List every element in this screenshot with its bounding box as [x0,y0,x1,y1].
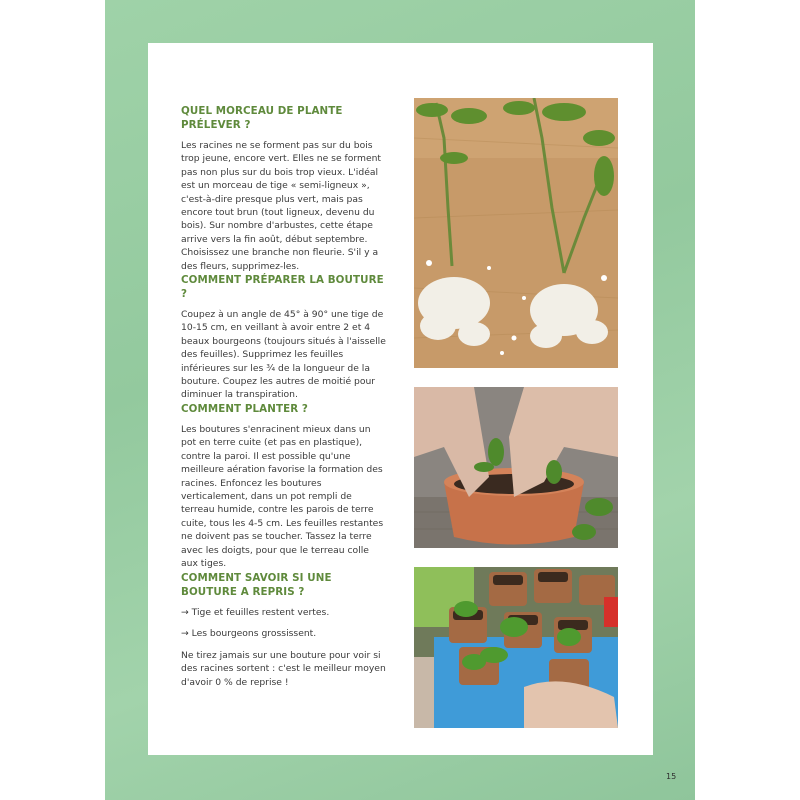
section-heading: QUEL MORCEAU DE PLANTE PRÉLEVER ? [181,105,343,131]
section-heading: COMMENT PLANTER ? [181,403,309,415]
section-reprise [181,571,387,689]
page-number: 15 [666,772,677,781]
section-paragraph: Ne tirez jamais sur une bouture pour voir si des racines sortent : c'est le meilleur moyen d'avoir 0 % de reprise ! [181,649,386,688]
section-paragraph: Coupez à un angle de 45° à 90° une tige de 10-15 cm, en veillant à avoir entre 2 et 4 beaux bourgeons (toujours situés à l'aisselle des feuilles). Supprimez les feuilles inférieures sur les ¾ de la longueur de la bouture. Coupez les autres de moitié pour diminuer la transpiration. [181,309,386,401]
section-prelever [181,104,387,273]
photo-seedlings-pots [414,567,618,728]
photo-planting-pot [414,387,618,548]
bullet-item: → Tige et feuilles restent vertes. [181,607,330,618]
section-heading: COMMENT PRÉPARER LA BOUTURE ? [181,274,384,300]
section-paragraph: Les racines ne se forment pas sur du bois trop jeune, encore vert. Elles ne se forment pas non plus sur du bois trop vieux. L'idéal est un morceau de tige « semi-ligneux », c'est-à-dire presque plus vert, mais pas encore tout brun (tout ligneux, devenu du bois). Sur nombre d'arbustes, cette étape arrive vers la fin août, début septembre. Choisissez une branche non fleurie. S'il y a des fleurs, supprimez-les. [181,140,382,272]
section-preparer [181,273,387,402]
section-paragraph: Les boutures s'enracinent mieux dans un pot en terre cuite (et pas en plastique), contre la paroi. Il est possible qu'une meilleure aération favorise la formation des racines. Enfoncez les boutures verticalement, dans un pot rempli de terreau humide, contre les parois de terre cuite, tous les 4-5 cm. Les feuilles restantes ne doivent pas se toucher. Tassez la terre avec les doigts, pour que le terreau colle aux tiges. [181,424,384,570]
section-planter [181,402,387,570]
bullet-item: → Les bourgeons grossissent. [181,628,317,640]
section-heading: COMMENT SAVOIR SI UNE BOUTURE A REPRIS ? [181,572,332,598]
photo-cuttings-roots [414,98,618,368]
